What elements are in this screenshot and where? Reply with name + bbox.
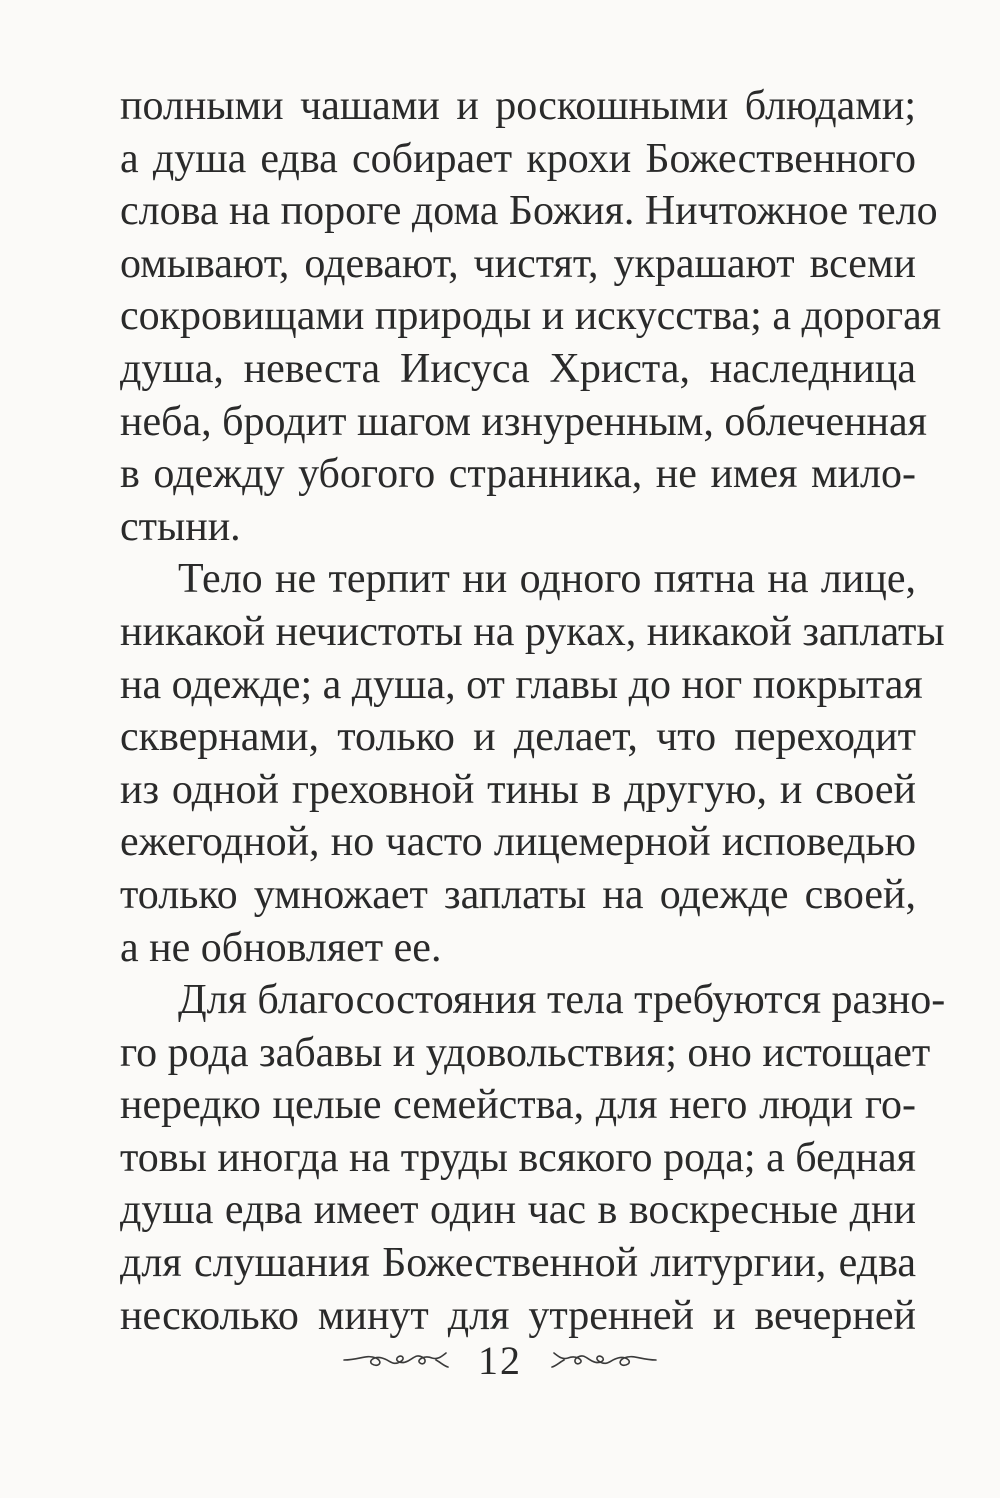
text-line: Тело не терпит ни одного пятна на лице, [178,556,916,603]
text-line: неба, бродит шагом изнуренным, облеченная [120,398,927,445]
paragraph [120,553,945,974]
text-line: душа, невеста Иисуса Христа, наследница [120,345,916,392]
paragraph [120,80,942,553]
text-line: несколько минут для утренней и вечерней [120,1292,916,1339]
text-line: полными чашами и роскошными блюдами; [120,83,916,129]
page-body [120,80,946,1342]
text-line: на одежде; а душа, от главы до ног покрытая [120,661,923,708]
text-line: го рода забавы и удовольствия; оно истощает [120,1029,931,1076]
page-number: 12 [478,1337,522,1383]
text-line: товы иногда на труды всякого рода; а бедная [120,1134,916,1181]
text-line: омывают, одевают, чистят, украшают всеми [120,240,916,287]
page-footer [0,1335,1000,1385]
text-line: нередко целые семейства, для него люди го- [120,1082,916,1129]
text-line: слова на пороге дома Божия. Ничтожное тело [120,188,938,235]
text-line: а не обновляет ее. [120,924,442,971]
flourish-left-icon [342,1348,452,1372]
text-line: сокровищами природы и искусства; а дорогая [120,293,942,340]
text-line: ежегодной, но часто лицемерной исповедью [120,819,916,866]
text-line: душа едва имеет один час в воскресные дни [120,1187,916,1234]
text-line: из одной греховной тины в другую, и своей [120,766,916,813]
text-line: сквернами, только и делает, что переходит [120,714,916,761]
text-line: никакой нечистоты на руках, никакой заплаты [120,608,945,655]
flourish-right-icon [548,1348,658,1372]
text-line: для слушания Божественной литургии, едва [120,1240,916,1287]
text-line: в одежду убогого странника, не имея мило- [120,451,916,498]
text-line: стыни. [120,503,241,550]
text-line: только умножает заплаты на одежде своей, [120,871,916,918]
paragraph [120,974,946,1342]
text-line: а душа едва собирает крохи Божественного [120,135,916,182]
text-line: Для благосостояния тела требуются разно- [178,977,946,1024]
